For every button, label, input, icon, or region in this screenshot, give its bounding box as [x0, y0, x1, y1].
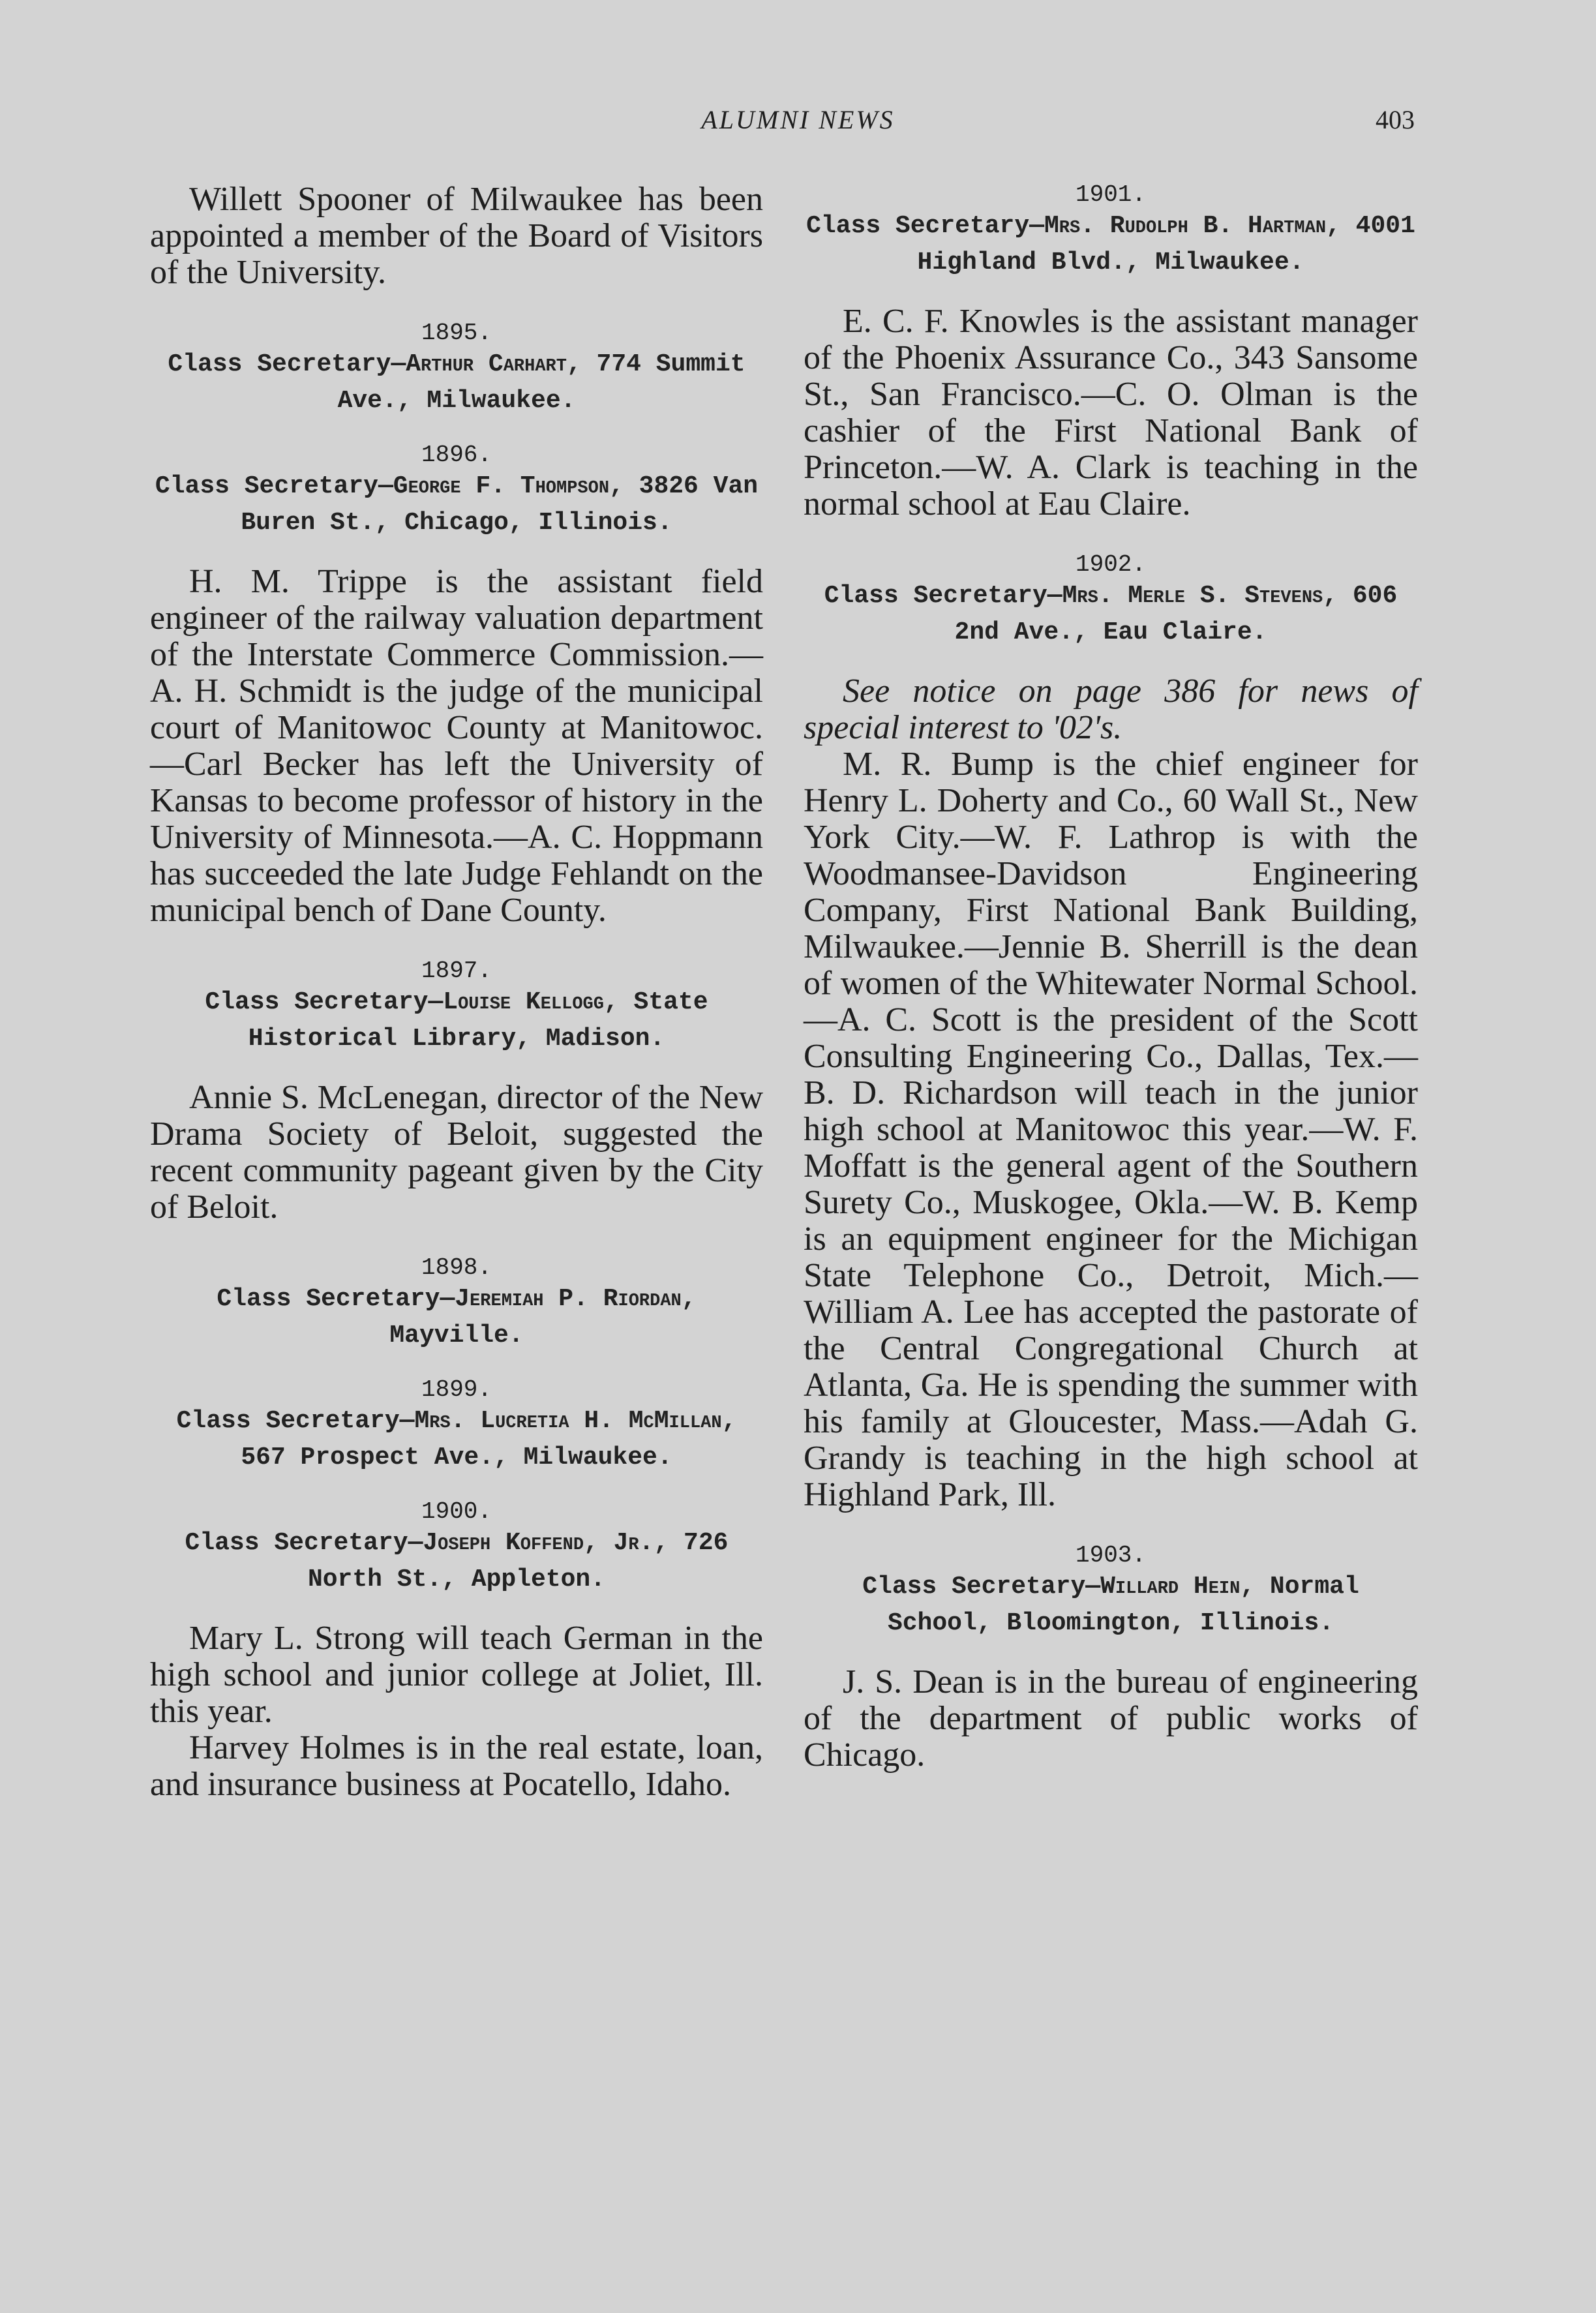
class-year-1897: 1897. [421, 958, 492, 984]
class-secretary-1900: Class Secretary—Joseph Koffend, Jr., 726 North St., Appleton. [185, 1529, 729, 1594]
notice-1902: See notice on page 386 for news of special interest to '02's. [804, 673, 1418, 746]
class-year-1899: 1899. [421, 1376, 492, 1403]
class-secretary-1901: Class Secretary—Mrs. Rudolph B. Hartman, 4001 Highland Blvd., Milwaukee. [806, 212, 1415, 277]
class-year-1895: 1895. [421, 320, 492, 346]
page-number: 403 [1376, 105, 1415, 134]
news-1896: H. M. Trippe is the assistant field engineer of the railway valuation department of the Interstate Commerce Commission.—A. H. Schmidt is the judge of the municipal court of Manitowoc County at Manitowoc.—Carl Becker has left the University of Kansas to become professor of history in the University of Minnesota.—A. C. Hoppmann has succeeded the late Judge Fehlandt on the municipal bench of Dane County. [150, 563, 763, 929]
right-column [804, 181, 1418, 1774]
class-year-1898: 1898. [421, 1254, 492, 1281]
left-column [150, 181, 763, 1803]
news-1900-strong: Mary L. Strong will teach German in the high school and junior college at Joliet, Ill. this year. [150, 1620, 763, 1730]
news-1897: Annie S. McLenegan, director of the New Drama Society of Beloit, suggested the recent community pageant given by the City of Beloit. [150, 1079, 763, 1226]
class-year-1901: 1901. [1075, 181, 1147, 208]
class-secretary-1895: Class Secretary—Arthur Carhart, 774 Summit Ave., Milwaukee. [168, 350, 745, 415]
news-1903: J. S. Dean is in the bureau of engineering of the department of public works of Chicago. [804, 1663, 1418, 1774]
news-1900-holmes: Harvey Holmes is in the real estate, loan, and insurance business at Pocatello, Idaho. [150, 1729, 763, 1803]
class-secretary-1903: Class Secretary—Willard Hein, Normal School, Bloomington, Illinois. [862, 1573, 1359, 1637]
class-secretary-1896: Class Secretary—George F. Thompson, 3826 Van Buren St., Chicago, Illinois. [155, 472, 759, 537]
class-secretary-1897: Class Secretary—Louise Kellogg, State Historical Library, Madison. [205, 988, 708, 1053]
class-year-1900: 1900. [421, 1498, 492, 1525]
news-1902: M. R. Bump is the chief engineer for Henry L. Doherty and Co., 60 Wall St., New York City.—W. F. Lathrop is with the Woodmansee-Davidson Engineering Company, First National Bank Building, Milwaukee.—Jennie B. Sherrill is the dean of women of the Whitewater Normal School.—A. C. Scott is the president of the Scott Consulting Engineering Co., Dallas, Tex.—B. D. Richardson will teach in the junior high school at Manitowoc this year.—W. F. Moffatt is the general agent of the Southern Surety Co., Muskogee, Okla.—W. B. Kemp is an equipment engineer for the Michigan State Telephone Co., Detroit, Mich.—William A. Lee has accepted the pastorate of the Central Congregational Church at Atlanta, Ga. He is spending the summer with his family at Gloucester, Mass.—Adah G. Grandy is teaching in the high school at Highland Park, Ill. [804, 746, 1418, 1513]
class-secretary-1898: Class Secretary—Jeremiah P. Riordan, Mayville. [217, 1285, 697, 1350]
class-year-1896: 1896. [421, 442, 492, 468]
running-header-title: ALUMNI NEWS [701, 105, 895, 134]
class-year-1903: 1903. [1075, 1542, 1147, 1569]
class-year-1902: 1902. [1075, 551, 1147, 578]
class-secretary-1902: Class Secretary—Mrs. Merle S. Stevens, 606 2nd Ave., Eau Claire. [824, 582, 1398, 646]
news-1901: E. C. F. Knowles is the assistant manager of the Phoenix Assurance Co., 343 Sansome St., San Francisco.—C. O. Olman is the cashier of the First National Bank of Princeton.—W. A. Clark is teaching in the normal school at Eau Claire. [804, 303, 1418, 522]
class-secretary-1899: Class Secretary—Mrs. Lucretia H. McMillan, 567 Prospect Ave., Milwaukee. [176, 1407, 737, 1472]
intro-paragraph: Willett Spooner of Milwaukee has been appointed a member of the Board of Visitors of the University. [150, 181, 763, 291]
